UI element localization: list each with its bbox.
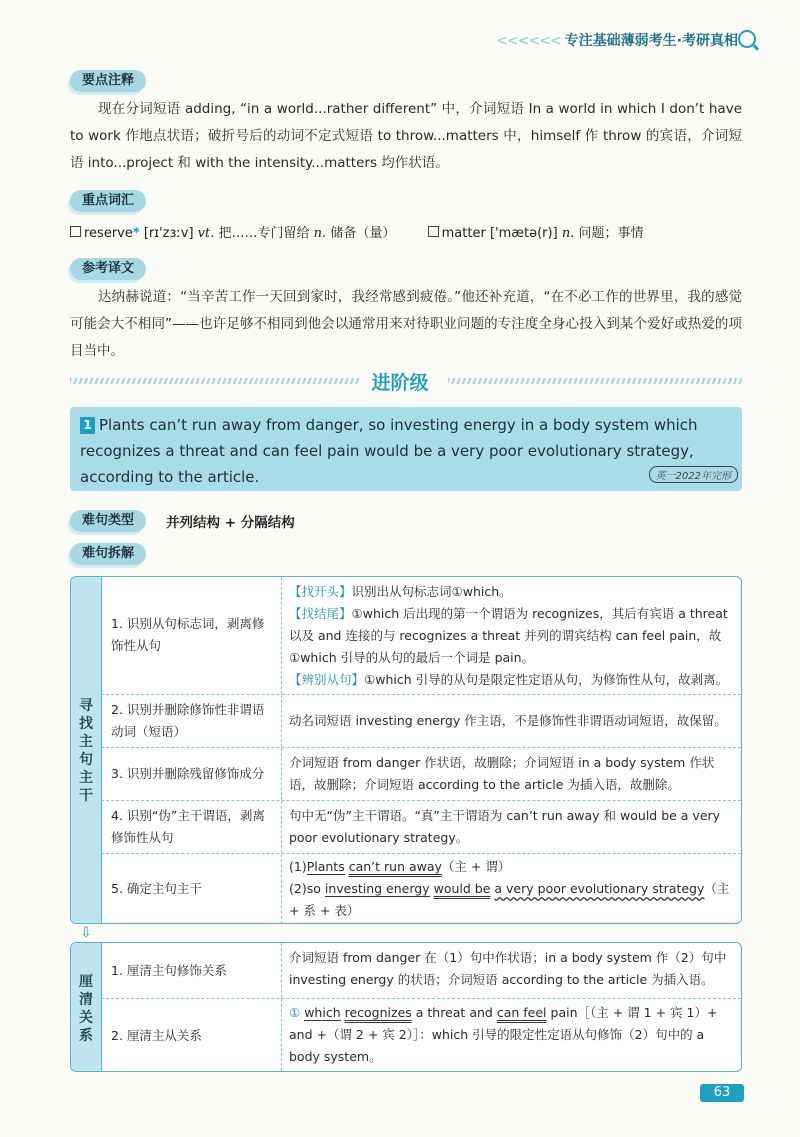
- difficulty-label: 难句类型: [70, 510, 146, 532]
- table-row: [101, 943, 741, 999]
- checkbox-icon: [70, 226, 81, 237]
- table-row: [101, 577, 741, 695]
- row4-detail: 句中无“伪”主干谓语。“真”主干谓语为 can’t run away 和 would be a very poor evolutionary strategy。: [289, 808, 721, 845]
- notes-label: 要点注释: [70, 70, 146, 92]
- translation-paragraph: 达纳赫说道：“当辛苦工作一天回到家时，我经常感到疲倦。”他还补充道，“在不必工作的世界里，我的感觉可能会大不相同”——也许足够不相同到他会以通常用来对待职业问题的专注度全身心投入到某个爱好或热爱的项目当中。: [70, 289, 742, 359]
- star-icon: *: [132, 226, 140, 241]
- side-char: 找: [79, 716, 93, 732]
- vocab-word-1: reserve: [84, 226, 133, 241]
- row1-detail: 【找开头】识别出从句标志词①which。 【找结尾】①which 后出现的第一个谓语为 recognizes，其后有宾语 a threat 以及 and 连接的与 recognizes a threat 并列的谓宾结构 can feel pain，故①which 引导的从句的最后一个词是 pain。 【辨别从句】①which 引导的从句是限定性定语从句，为修饰性从句，故剥离。: [289, 584, 729, 687]
- side-char: 寻: [79, 698, 93, 714]
- clarify-row1-step: 1. 厘清主句修饰关系: [111, 963, 227, 978]
- row2-step: 2. 识别并删除修饰性非谓语动词（短语）: [111, 702, 265, 739]
- table-row: [101, 999, 741, 1071]
- clarify-row2-step: 2. 厘清主从关系: [111, 1028, 202, 1043]
- running-header: [496, 30, 738, 50]
- vocab-ipa-1: [rɪ'zɜːv]: [143, 226, 194, 241]
- row3-step: 3. 识别并删除残留修饰成分: [111, 766, 265, 781]
- sentence-text: Plants can’t run away from danger, so investing energy in a body system which recognizes a threat and can feel pain would be a very poor evolutionary strategy, according to the article.: [80, 416, 698, 486]
- header-separator: ·: [676, 33, 682, 49]
- sentence: [80, 412, 736, 490]
- clarify-row2-detail: ① which recognizes a threat and can feel pain［（主 + 谓 1 + 宾 1）+ and +（谓 2 + 宾 2）］：which 引导的限定性定语从句修饰（2）句中的 a body system。: [289, 1005, 718, 1064]
- side-char: 系: [79, 1028, 93, 1044]
- row5-detail: (1)Plants can’t run away（主 + 谓） (2)so investing energy would be a very poor evolutionary strategy（主 + 系 + 表）: [289, 859, 730, 918]
- vocab-line: [70, 222, 643, 241]
- vocab-def-1b: 储备（量）: [330, 226, 396, 241]
- side-char: 干: [79, 788, 93, 804]
- search-icon: [738, 30, 756, 48]
- analysis-label: 难句拆解: [70, 543, 146, 565]
- header-text-a: 专注基础薄弱考生: [564, 33, 677, 49]
- analysis-table: [70, 576, 742, 924]
- vocab-def-1a: 把……专门留给: [218, 226, 310, 241]
- vocab-label: 重点词汇: [70, 190, 146, 212]
- vocab-pos-1: vt.: [197, 226, 215, 241]
- table-row: [101, 801, 741, 854]
- difficulty-value: 并列结构 + 分隔结构: [166, 515, 295, 531]
- row3-detail: 介词短语 from danger 作状语，故删除；介词短语 in a body system 作状语，故删除；介词短语 according to the article 为插入语，故删除。: [289, 755, 715, 792]
- table-side-2: [71, 943, 102, 1071]
- side-char: 厘: [79, 974, 93, 990]
- page-number: 63: [700, 1084, 744, 1102]
- relation-table: [70, 942, 742, 1072]
- side-char: 清: [79, 992, 93, 1008]
- arrows-decoration: <<<<<<: [496, 33, 561, 49]
- vocab-pos-2: n.: [561, 226, 575, 241]
- row4-step: 4. 识别“伪”主干谓语，剥离修饰性从句: [111, 808, 265, 845]
- row1-step: 1. 识别从句标志词，剥离修饰性从句: [111, 616, 265, 653]
- sentence-source: 英一2022年完形: [649, 466, 738, 483]
- row5-step: 5. 确定主句主干: [111, 881, 202, 896]
- checkbox-icon: [428, 226, 439, 237]
- row2-detail: 动名词短语 investing energy 作主语，不是修饰性非谓语动词短语，故保留。: [289, 713, 727, 728]
- down-arrow-icon: ⇩: [80, 925, 92, 941]
- table-side-1: [71, 577, 102, 923]
- notes-paragraph: 现在分词短语 adding, “in a world...rather different” 中，介词短语 In a world in which I don’t have to work 作地点状语；破折号后的动词不定式短语 to throw...matters 中，himself 作 throw 的宾语，介词短语 into...project 和 with the intensity...matters 均作状语。: [70, 101, 742, 171]
- vocab-def-2: 问题；事情: [578, 226, 644, 241]
- clarify-row1-detail: 介词短语 from danger 在（1）句中作状语；in a body system 作（2）句中 investing energy 的状语；介词短语 according to the article 为插入语。: [289, 950, 727, 987]
- side-char: 关: [79, 1010, 93, 1026]
- vocab-word-2: matter: [441, 226, 486, 241]
- table-row: [101, 695, 741, 748]
- header-text-b: 考研真相: [682, 33, 738, 49]
- sentence-number: 1: [80, 417, 95, 434]
- vocab-pos-1b: n.: [313, 226, 327, 241]
- translation-label: 参考译文: [70, 258, 146, 280]
- side-char: 主: [79, 734, 93, 750]
- table-row: [101, 854, 741, 924]
- vocab-ipa-2: ['mætə(r)]: [489, 226, 558, 241]
- side-char: 主: [79, 770, 93, 786]
- section-title: 进阶级: [371, 372, 429, 394]
- table-row: [101, 748, 741, 801]
- side-char: 句: [79, 752, 93, 768]
